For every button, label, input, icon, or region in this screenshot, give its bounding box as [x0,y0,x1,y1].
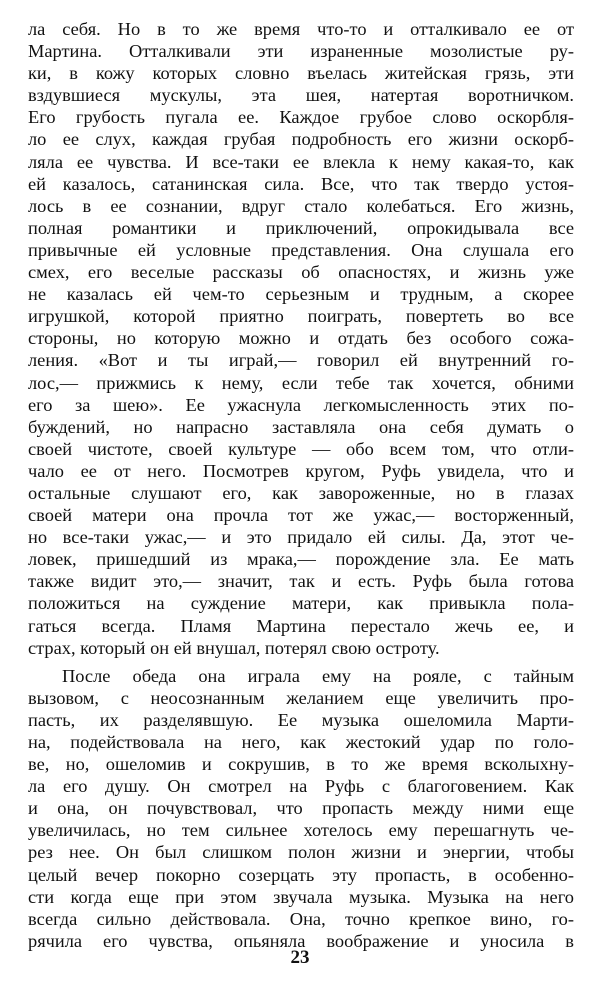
text-line: лось в ее сознании, вдруг стало колебаться. Его жизнь, [28,195,574,216]
text-line: полная романтики и приключений, опрокидывала все [28,217,574,238]
text-line: ей казалось, сатанинская сила. Все, что так твердо устоя- [28,173,574,194]
text-line: лос,— прижмись к нему, если тебе так хочется, обними [28,372,574,393]
text-line: ло ее слух, каждая грубая подробность его жизни оскорб- [28,129,574,150]
text-line: на, подействовала на него, как жестокий удар по голо- [28,732,574,752]
text-line: всегда сильно действовала. Она, точно крепкое вино, го- [28,908,574,929]
text-line: ла его душу. Он смотрел на Руфь с благоговением. Как [28,776,574,797]
text-line: вздувшиеся мускулы, эта шея, натертая воротничком. [28,85,574,106]
text-line: привычные ей условные представления. Она слушала его [28,239,574,260]
text-line: игрушкой, которой приятно поиграть, повертеть во все [28,306,574,327]
text-line: ления. «Вот и ты играй,— говорил ей внутренний го- [28,350,574,371]
text-line: рез нее. Он был слишком полон жизни и энергии, чтобы [28,842,574,863]
text-line: гаться всегда. Пламя Мартина перестало жечь ее, и [28,615,574,636]
text-line: ла себя. Но в то же время что-то и отталкивало ее от [28,19,574,39]
page-number: 23 [290,947,310,968]
text-line: рячила его чувства, опьяняла воображение и уносила в [28,930,574,951]
text-line: После обеда она играла ему на рояле, с тайным [62,665,574,686]
text-line: страх, который он ей внушал, потерял свою остроту. [28,637,440,658]
text-line: буждений, но напрасно заставляла она себя думать о [28,416,574,437]
text-line: своей матери она прочла тот же ужас,— восторженный, [28,505,574,526]
text-line: Его грубость пугала ее. Каждое грубое слово оскорбля- [28,107,574,128]
text-line: также видит это,— значит, так и есть. Руфь была готова [28,571,574,592]
text-line: стороны, но которую можно и отдать без особого сожа- [28,328,574,349]
text-line: пасть, их разделявшую. Ее музыка ошеломила Марти- [28,709,574,730]
text-line: положиться на суждение матери, как привыкла пола- [28,593,574,614]
text-line: но все-таки ужас,— и это придало ей силы. Да, этот че- [28,527,574,548]
text-line: его за шею». Ее ужаснула легкомысленность этих по- [28,394,574,415]
text-line: своей чистоте, своей культуре — обо всем том, что отли- [28,438,574,459]
text-line: и она, он почувствовал, что пропасть между ними еще [28,798,574,819]
text-line: ки, в кожу которых словно въелась житейская грязь, эти [28,63,574,84]
text-line: смех, его веселые рассказы об опасностях, и жизнь уже [28,262,574,283]
text-line: чало ее от него. Посмотрев кругом, Руфь увидела, что и [28,460,574,481]
text-line: целый вечер покорно созерцать эту пропасть, в особенно- [28,864,574,885]
text-line: увеличилась, но тем сильнее хотелось ему перешагнуть че- [28,820,574,841]
book-page-text [28,18,574,952]
text-line: ловек, пришедший из мрака,— порождение зла. Ее мать [28,549,574,570]
text-line: не казалась ей чем-то серьезным и трудным, а скорее [28,284,574,305]
text-line: остальные слушают его, как завороженные, но в глазах [28,482,574,503]
text-line: вызовом, с неосознанным желанием еще увеличить про- [28,687,574,708]
text-line: Мартина. Отталкивали эти израненные мозолистые ру- [28,41,574,62]
text-line: ве, но, ошеломив и сокрушив, в то же время всколыхну- [28,754,574,775]
text-line: сти когда еще при этом звучала музыка. Музыка на него [28,886,574,907]
paragraph-1 [28,18,574,659]
text-line: ляла ее чувства. И все-таки ее влекла к нему какая-то, как [28,151,574,172]
paragraph-2 [28,665,574,952]
